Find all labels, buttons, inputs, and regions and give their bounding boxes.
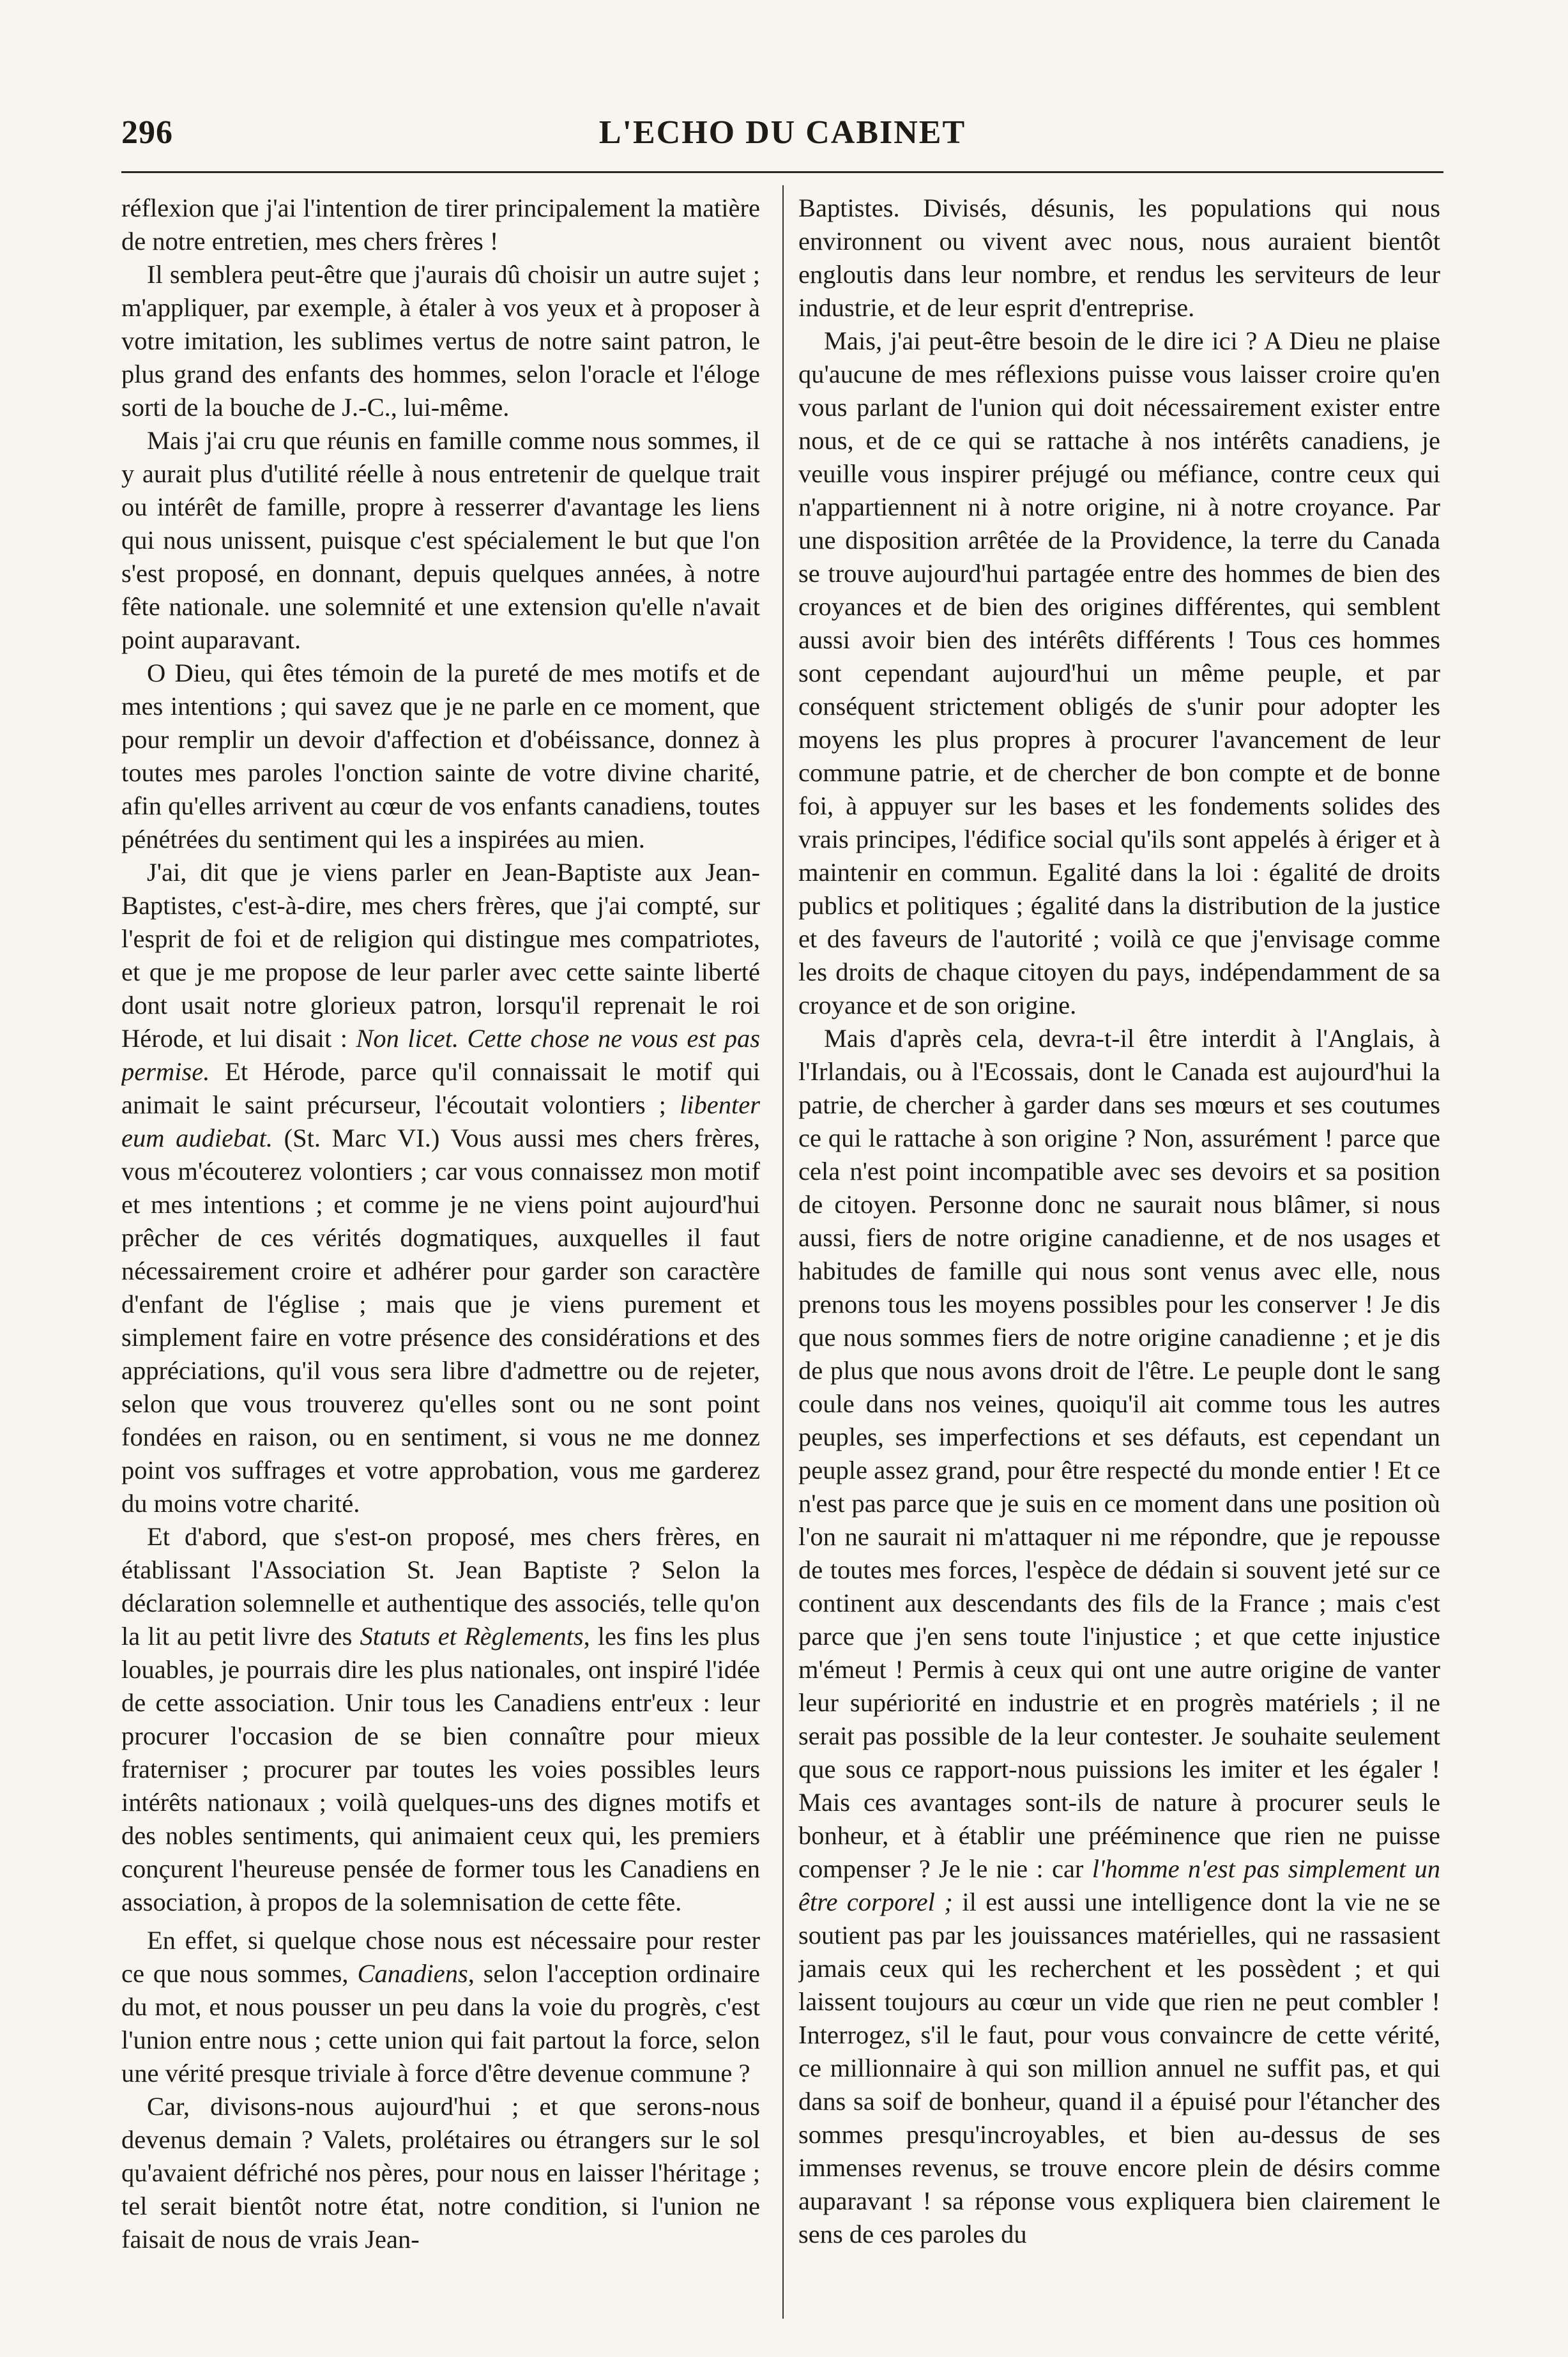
paragraph [121, 856, 760, 1520]
paragraph-text: En effet, si quelque chose nous est nécessaire pour rester ce que nous sommes, [121, 1926, 760, 1988]
page-number: 296 [121, 114, 173, 151]
header-rule [121, 171, 1443, 173]
paragraph: réflexion que j'ai l'intention de tirer principalement la matière de notre entretien, mes chers frères ! [121, 194, 760, 256]
italic-homme: l'homme n'est pas simplement un être corporel ; [798, 1854, 1440, 1916]
paragraph: Mais, j'ai peut-être besoin de le dire ici ? A Dieu ne plaise qu'aucune de mes réflexions puisse vous laisser croire qu'en vous parlant de l'union qui doit nécessairement exister entre nous, et de ce qui se rattache à nos intérêts canadiens, je veuille vous inspirer préjugé ou méfiance, contre ceux qui n'appartiennent ni à notre origine, ni à notre croyance. Par une disposition arrêtée de la Providence, la terre du Canada se trouve aujourd'hui partagée entre des hommes de bien des croyances et de bien des origines différentes, qui semblent aussi avoir bien des intérêts différents ! Tous ces hommes sont cependant aujourd'hui un même peuple, et par conséquent strictement obligés de s'unir pour adopter les moyens les plus propres à procurer l'avancement de leur commune patrie, et de chercher de bon compte et de bonne foi, à appuyer sur les bases et les fondements solides des vrais principes, l'édifice social qu'ils sont appelés à ériger et à maintenir en commun. Egalité dans la loi : égalité de droits publics et politiques ; égalité dans la distribution de la justice et des faveurs de l'autorité ; voilà ce que j'envisage comme les droits de chaque citoyen du pays, indépendamment de sa croyance et de son origine. [798, 326, 1440, 1019]
paragraph-text: Et Hérode, parce qu'il connaissait le motif qui animait le saint précurseur, l'écoutait volontiers ; [121, 1057, 760, 1119]
paragraph [798, 1022, 1440, 2251]
paragraph: Mais j'ai cru que réunis en famille comme nous sommes, il y aurait plus d'utilité réelle à nous entretenir de quelque trait ou intérêt de famille, propre à resserrer d'avantage les liens qui nous unissent, puisque c'est spécialement le but que l'on s'est proposé, en donnant, depuis quelques années, à notre fête nationale. une solemnité et une extension qu'elle n'avait point auparavant. [121, 426, 760, 654]
running-title: L'ECHO DU CABINET [598, 114, 966, 151]
paragraph-text: Mais d'après cela, devra-t-il être interdit à l'Anglais, à l'Irlandais, ou à l'Ecossais, dont le Canada est aujourd'hui la patrie, de chercher à garder dans ses mœurs et ses coutumes ce qui le rattache à son origine ? Non, assurément ! parce que cela n'est point incompatible avec ses devoirs et sa position de citoyen. Personne donc ne saurait nous blâmer, si nous aussi, fiers de notre origine canadienne, et de nos usages et habitudes de famille qui nous sont venus avec elle, nous prenons tous les moyens possibles pour les conserver ! Je dis que nous sommes fiers de notre origine canadienne ; et je dis de plus que nous avons droit de l'être. Le peuple dont le sang coule dans nos veines, quoiqu'il ait comme tous les autres peuples, ses imperfections et ses défauts, est cependant un peuple assez grand, pour être respecté du monde entier ! Et ce n'est pas parce que je suis en ce moment dans une position où l'on ne saurait ni m'attaquer ni me répondre, que je repousse de toutes mes forces, l'espèce de dédain si souvent jeté sur ce continent aux descendants des fils de la France ; mais c'est parce que j'en sens toute l'injustice ; et que cette injustice m'émeut ! Permis à ceux qui ont une autre origine de vanter leur supériorité en industrie et en progrès matériels ; il ne serait pas possible de la leur contester. Je souhaite seulement que sous ce rapport-nous puissions les imiter et les égaler ! Mais ces avantages sont-ils de nature à procurer seuls le bonheur, et à établir une prééminence que rien ne puisse compenser ? Je le nie : car [798, 1024, 1440, 1883]
italic-canadiens: Canadiens [357, 1959, 468, 1988]
right-column [798, 192, 1440, 2319]
paragraph: Baptistes. Divisés, désunis, les populations qui nous environnent ou vivent avec nous, nous auraient bientôt engloutis dans leur nombre, et rendus les serviteurs de leur industrie, et de leur esprit d'entreprise. [798, 194, 1440, 322]
paragraph [121, 1520, 760, 1919]
paragraph-text: J'ai, dit que je viens parler en Jean-Baptiste aux Jean-Baptistes, c'est-à-dire, mes chers frères, que j'ai compté, sur l'esprit de foi et de religion qui distingue mes compatriotes, et que je me propose de leur parler avec cette sainte liberté dont usait notre glorieux patron, lorsqu'il reprenait le roi Hérode, et lui disait : [121, 858, 760, 1053]
italic-quote: Non licet. Cette chose ne vous est pas permise. [121, 1024, 760, 1086]
paragraph-text: , selon l'acception ordinaire du mot, et nous pousser un peu dans la voie du progrès, c'est l'union entre nous ; cette union qui fait partout la force, selon une vérité presque triviale à force d'être devenue commune ? [121, 1959, 760, 2087]
paragraph: Car, divisons-nous aujourd'hui ; et que serons-nous devenus demain ? Valets, prolétaires ou étrangers sur le sol qu'avaient défriché nos pères, pour nous en laisser l'héritage ; tel serait bientôt notre état, notre condition, si l'union ne faisait de nous de vrais Jean- [121, 2092, 760, 2254]
left-column [121, 192, 760, 2319]
paragraph: Il semblera peut-être que j'aurais dû choisir un autre sujet ; m'appliquer, par exemple, à étaler à vos yeux et à proposer à votre imitation, les sublimes vertus de notre saint patron, le plus grand des enfants des hommes, selon l'oracle et l'éloge sorti de la bouche de J.-C., lui-même. [121, 260, 760, 422]
paragraph: O Dieu, qui êtes témoin de la pureté de mes motifs et de mes intentions ; qui savez que je ne parle en ce moment, que pour remplir un devoir d'affection et d'obéissance, donnez à toutes mes paroles l'onction sainte de votre divine charité, afin qu'elles arrivent au cœur de vos enfants canadiens, toutes pénétrées du sentiment qui les a inspirées au mien. [121, 659, 760, 853]
paragraph-text: Et d'abord, que s'est-on proposé, mes chers frères, en établissant l'Association St. Jean Baptiste ? Selon la déclaration solemnelle et authentique des associés, telle qu'on la lit au petit livre des [121, 1522, 760, 1651]
running-header [121, 109, 1443, 166]
paragraph [121, 1924, 760, 2090]
paragraph-text: (St. Marc VI.) Vous aussi mes chers frères, vous m'écouterez volontiers ; car vous connaissez mon motif et mes intentions ; et comme je ne viens point aujourd'hui prêcher de ces vérités dogmatiques, auxquelles il faut nécessairement croire et adhérer pour garder son caractère d'enfant de l'église ; mais que je viens purement et simplement faire en votre présence des considérations et des appréciations, qu'il vous sera libre d'admettre ou de rejeter, selon que vous trouverez qu'elles sont ou ne sont point fondées en raison, ou en sentiment, si vous ne me donnez point vos suffrages et votre approbation, vous me garderez du moins votre charité. [121, 1124, 760, 1518]
italic-latin: libenter eum audiebat. [121, 1090, 760, 1152]
paragraph-text: , les fins les plus louables, je pourrais dire les plus nationales, ont inspiré l'idée de cette association. Unir tous les Canadiens entr'eux : leur procurer l'occasion de se bien connaître pour mieux fraterniser ; procurer par toutes les voies possibles leurs intérêts nationaux ; voilà quelques-uns des dignes motifs et des nobles sentiments, qui animaient ceux qui, les premiers conçurent l'heureuse pensée de former tous les Canadiens en association, à propos de la solemnisation de cette fête. [121, 1622, 760, 1916]
column-divider [782, 185, 784, 2319]
italic-book-title: Statuts et Règlements [360, 1622, 584, 1651]
paragraph-text: il est aussi une intelligence dont la vie ne se soutient pas par les jouissances matérielles, qui ne rassasient jamais ceux qui les recherchent et les possèdent ; et qui laissent toujours au cœur un vide que rien ne peut combler ! Interrogez, s'il le faut, pour vous convaincre de cette vérité, ce millionnaire à qui son million annuel ne suffit pas, et qui dans sa soif de bonheur, quand il a épuisé pour l'étancher des sommes presqu'incroyables, et bien au-dessus de ses immenses revenus, se trouve encore plein de désirs comme auparavant ! sa réponse vous expliquera bien clairement le sens de ces paroles du [798, 1888, 1440, 2248]
